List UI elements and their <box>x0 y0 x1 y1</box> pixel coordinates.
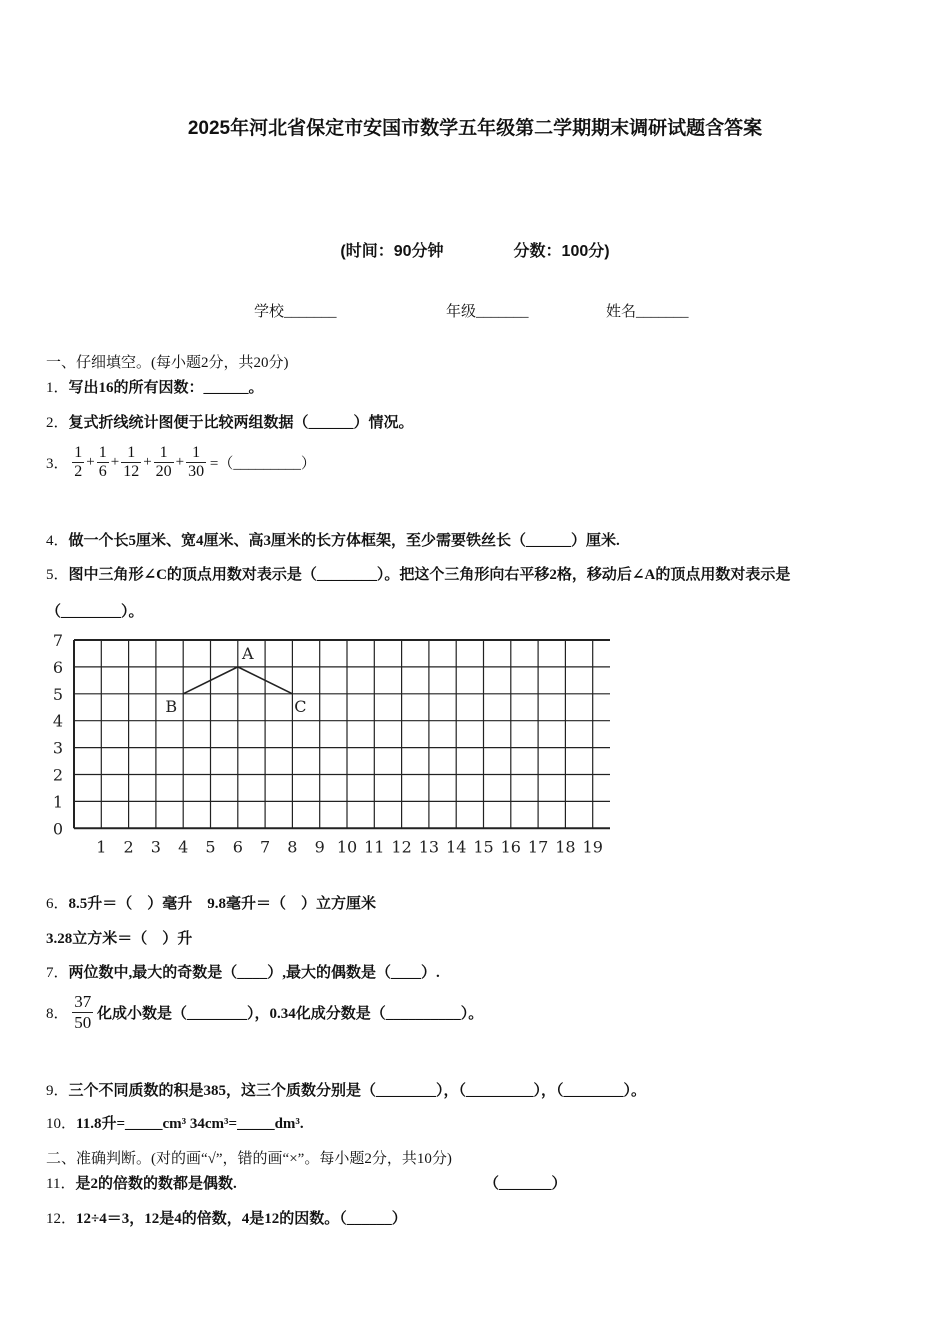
x-tick-label: 7 <box>260 837 271 857</box>
fraction: $\frac{1}{6}$ <box>98 444 107 480</box>
question-text: 化成小数是（________），0.34化成分数是（__________）。 <box>97 1006 484 1022</box>
question-number: 4． <box>46 533 69 549</box>
answer-blank: =（_________） <box>209 456 316 472</box>
question-number: 1． <box>46 380 69 396</box>
question-text: 复式折线统计图便于比较两组数据（______）情况。 <box>68 415 414 431</box>
question-number: 7． <box>46 965 69 981</box>
fraction: $\frac{1}{2}$ <box>74 444 83 480</box>
y-tick-label: 6 <box>52 657 64 677</box>
x-tick-label: 19 <box>582 837 603 857</box>
x-tick-label: 15 <box>473 837 494 857</box>
question-11 <box>46 1172 237 1193</box>
question-1 <box>46 376 264 397</box>
x-tick-label: 4 <box>178 837 189 857</box>
question-text: 做一个长5厘米、宽4厘米、高3厘米的长方体框架，至少需要铁丝长（______）厘米. <box>68 533 620 549</box>
question-2 <box>46 411 414 432</box>
x-tick-label: 10 <box>336 837 358 857</box>
question-8 <box>46 992 483 1033</box>
fraction: $\frac{37}{50}$ <box>74 992 92 1032</box>
y-tick-label: 5 <box>52 684 64 704</box>
school-field: 学校_______ <box>254 304 337 320</box>
vertex-label: B <box>165 696 178 716</box>
question-text: 图中三角形∠C的顶点用数对表示是（________）。把这个三角形向右平移2格，移动后∠A的顶点用数对表示是 <box>68 567 791 583</box>
y-tick-label: 2 <box>52 765 64 785</box>
x-tick-label: 1 <box>96 837 107 857</box>
fraction: $\frac{1}{30}$ <box>188 444 205 480</box>
question-text: 12÷4＝3，12是4的倍数，4是12的因数。（______） <box>76 1211 407 1227</box>
y-tick-label: 0 <box>52 819 64 839</box>
x-tick-label: 12 <box>391 837 412 857</box>
question-3: 3． $\frac{1}{2}$ + $\frac{1}{6}$ + $\frac{1}{12}$ + $\frac{1}{20}$ + $\frac{1}{30}$ =（_________） <box>46 444 316 480</box>
question-number: 6． <box>46 896 69 912</box>
grid-lines <box>74 640 610 828</box>
x-tick-label: 16 <box>500 837 521 857</box>
x-tick-label: 3 <box>150 837 161 857</box>
total-score: 分数：100分) <box>513 243 610 260</box>
fraction: $\frac{1}{20}$ <box>155 444 172 480</box>
question-text: 两位数中,最大的奇数是（____）,最大的偶数是（____）. <box>68 965 440 981</box>
x-tick-label: 8 <box>287 837 298 857</box>
x-tick-label: 11 <box>364 837 385 857</box>
triangle-abc <box>165 644 306 716</box>
x-tick-label: 2 <box>123 837 134 857</box>
question-number: 11． <box>46 1176 76 1192</box>
question-text: 11.8升=_____cm³ 34cm³=_____dm³. <box>76 1116 304 1132</box>
time-limit: (时间：90分钟 <box>340 243 444 260</box>
x-tick-label: 9 <box>314 837 325 857</box>
y-tick-label: 7 <box>52 631 64 650</box>
x-tick-label: 6 <box>232 837 243 857</box>
question-number: 10． <box>46 1116 77 1132</box>
question-number: 3． <box>46 456 69 472</box>
question-text: 是2的倍数的数都是偶数. <box>75 1176 237 1192</box>
fraction: $\frac{1}{12}$ <box>123 444 140 480</box>
question-text: 8.5升＝（ ）毫升 9.8毫升＝（ ）立方厘米 <box>68 896 377 912</box>
y-tick-label: 1 <box>52 792 64 812</box>
question-9 <box>46 1079 646 1100</box>
exam-meta <box>0 238 950 261</box>
question-number: 9． <box>46 1083 69 1099</box>
y-tick-label: 4 <box>52 711 64 731</box>
question-6 <box>46 892 376 913</box>
question-number: 5． <box>46 567 69 583</box>
section-2-heading: 二、准确判断。(对的画“√”，错的画“×”。每小题2分，共10分) <box>46 1151 452 1167</box>
x-tick-label: 18 <box>555 837 576 857</box>
question-5 <box>46 563 790 584</box>
x-tick-label: 17 <box>527 837 549 857</box>
x-tick-label: 5 <box>205 837 216 857</box>
question-number: 2． <box>46 415 69 431</box>
name-field: 姓名_______ <box>606 304 689 320</box>
question-6-line-2: 3.28立方米＝（ ）升 <box>46 931 193 947</box>
x-axis-labels <box>96 837 603 856</box>
question-7 <box>46 961 440 982</box>
section-1-heading: 一、仔细填空。(每小题2分，共20分) <box>46 355 289 371</box>
question-5-continued: （________）。 <box>46 604 144 620</box>
question-12 <box>46 1207 407 1228</box>
question-4 <box>46 529 620 550</box>
y-tick-label: 3 <box>52 738 64 758</box>
vertex-label: C <box>294 696 307 716</box>
question-text: 写出16的所有因数：______。 <box>68 380 264 396</box>
x-tick-label: 13 <box>418 837 440 857</box>
x-tick-label: 14 <box>446 837 467 857</box>
vertex-label: A <box>242 643 254 663</box>
question-number: 8． <box>46 1006 69 1022</box>
page-title: 2025年河北省保定市安国市数学五年级第二学期期末调研试题含答案 <box>187 118 763 139</box>
answer-blank: （_______） <box>484 1176 567 1192</box>
coordinate-grid <box>40 628 610 863</box>
grade-field: 年级_______ <box>446 304 529 320</box>
question-text: 三个不同质数的积是385，这三个质数分别是（________），（_________），（________）。 <box>68 1083 647 1099</box>
question-number: 12． <box>46 1211 77 1227</box>
question-10 <box>46 1112 304 1133</box>
y-axis-labels <box>53 631 63 838</box>
